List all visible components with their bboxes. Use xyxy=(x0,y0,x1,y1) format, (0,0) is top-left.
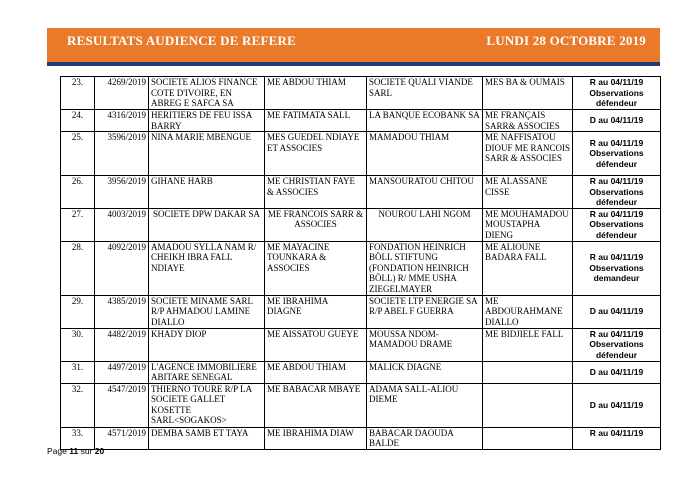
defendant-lawyer: MES BA & OUMAIS xyxy=(483,77,573,110)
case-number: 4571/2019 xyxy=(95,427,149,449)
page-footer xyxy=(47,446,104,456)
table-row xyxy=(61,132,661,176)
table-row xyxy=(61,383,661,427)
row-number: 26. xyxy=(61,176,95,209)
hearing-result: D au 04/11/19 xyxy=(573,110,661,132)
hearing-result: R au 04/11/19 Observations défendeur xyxy=(573,208,661,241)
plaintiff-lawyer: ME IBRAHIMA DIAW xyxy=(265,427,367,449)
plaintiff: L'AGENCE IMMOBILIERE ABITARE SENEGAL xyxy=(149,361,265,383)
row-number: 32. xyxy=(61,383,95,427)
hearing-result: R au 04/11/19 Observations demandeur xyxy=(573,241,661,295)
hearing-result: R au 04/11/19 Observations défendeur xyxy=(573,77,661,110)
current-page: 11 xyxy=(69,446,79,456)
table-row xyxy=(61,427,661,449)
defendant-lawyer: ME FRANÇAIS SARR& ASSOCIES xyxy=(483,110,573,132)
hearing-result: R au 04/11/19 Observations défendeur xyxy=(573,132,661,176)
defendant-lawyer: ME BIDJIELE FALL xyxy=(483,328,573,361)
case-number: 4092/2019 xyxy=(95,241,149,295)
defendant-lawyer: ME MOUHAMADOU MOUSTAPHA DIENG xyxy=(483,208,573,241)
plaintiff-lawyer: ME ABDOU THIAM xyxy=(265,77,367,110)
page-label: Page xyxy=(47,446,67,456)
plaintiff: HERITIERS DE FEU ISSA BARRY xyxy=(149,110,265,132)
case-number: 3596/2019 xyxy=(95,132,149,176)
plaintiff-lawyer: ME BABACAR MBAYE xyxy=(265,383,367,427)
results-table xyxy=(60,76,661,450)
row-number: 33. xyxy=(61,427,95,449)
plaintiff-lawyer: ME IBRAHIMA DIAGNE xyxy=(265,295,367,328)
hearing-date: LUNDI 28 OCTOBRE 2019 xyxy=(486,33,646,48)
row-number: 27. xyxy=(61,208,95,241)
defendant: SOCIETE LTP ENERGIE SA R/P ABEL F GUERRA xyxy=(367,295,483,328)
header-banner xyxy=(47,28,660,66)
case-number: 4547/2019 xyxy=(95,383,149,427)
plaintiff: SOCIETE DPW DAKAR SA xyxy=(149,208,265,241)
table-row xyxy=(61,208,661,241)
case-number: 4316/2019 xyxy=(95,110,149,132)
case-number: 4269/2019 xyxy=(95,77,149,110)
case-number: 4385/2019 xyxy=(95,295,149,328)
defendant: SOCIETE QUALI VIANDE SARL xyxy=(367,77,483,110)
table-row xyxy=(61,295,661,328)
plaintiff: GIHANE HARB xyxy=(149,176,265,209)
plaintiff-lawyer: ME ABDOU THIAM xyxy=(265,361,367,383)
case-number: 4003/2019 xyxy=(95,208,149,241)
defendant: NOUROU LAHI NGOM xyxy=(367,208,483,241)
hearing-result: R au 04/11/19 xyxy=(573,427,661,449)
plaintiff-lawyer: ME FRANCOIS SARR & ASSOCIES xyxy=(265,208,367,241)
case-number: 3956/2019 xyxy=(95,176,149,209)
hearing-result: D au 04/11/19 xyxy=(573,383,661,427)
plaintiff: SOCIETE MINAME SARL R/P AHMADOU LAMINE DIALLO xyxy=(149,295,265,328)
plaintiff: DEMBA SAMB ET TAYA xyxy=(149,427,265,449)
hearing-result: R au 04/11/19 Observations défendeur xyxy=(573,328,661,361)
defendant-lawyer: ME ALASSANE CISSE xyxy=(483,176,573,209)
defendant: MALICK DIAGNE xyxy=(367,361,483,383)
plaintiff-lawyer: ME AISSATOU GUEYE xyxy=(265,328,367,361)
defendant-lawyer: ME ABDOURAHMANE DIALLO xyxy=(483,295,573,328)
table-row xyxy=(61,77,661,110)
defendant-lawyer xyxy=(483,427,573,449)
plaintiff-lawyer: ME FATIMATA SALL xyxy=(265,110,367,132)
defendant: ADAMA SALL-ALIOU DIEME xyxy=(367,383,483,427)
plaintiff-lawyer: MES GUEDEL NDIAYE ET ASSOCIES xyxy=(265,132,367,176)
hearing-result: D au 04/11/19 xyxy=(573,295,661,328)
document-title: RESULTATS AUDIENCE DE REFERE xyxy=(67,33,296,48)
row-number: 24. xyxy=(61,110,95,132)
plaintiff: AMADOU SYLLA NAM R/ CHEIKH IBRA FALL NDIAYE xyxy=(149,241,265,295)
row-number: 31. xyxy=(61,361,95,383)
defendant: LA BANQUE ECOBANK SA xyxy=(367,110,483,132)
table-row xyxy=(61,361,661,383)
plaintiff: NINA MARIE MBENGUE xyxy=(149,132,265,176)
row-number: 28. xyxy=(61,241,95,295)
case-number: 4497/2019 xyxy=(95,361,149,383)
row-number: 25. xyxy=(61,132,95,176)
table-row xyxy=(61,110,661,132)
plaintiff: THIERNO TOURE R/P LA SOCIETE GALLET KOSETTE SARL<SOGAKOS> xyxy=(149,383,265,427)
defendant: BABACAR DAOUDA BALDE xyxy=(367,427,483,449)
row-number: 23. xyxy=(61,77,95,110)
plaintiff-lawyer: ME CHRISTIAN FAYE & ASSOCIES xyxy=(265,176,367,209)
row-number: 30. xyxy=(61,328,95,361)
defendant: MAMADOU THIAM xyxy=(367,132,483,176)
total-pages: 20 xyxy=(94,446,105,456)
plaintiff: SOCIETE ALIOS FINANCE COTE D'IVOIRE, EN ABREG E SAFCA SA xyxy=(149,77,265,110)
defendant-lawyer: ME ALIOUNE BADARA FALL xyxy=(483,241,573,295)
row-number: 29. xyxy=(61,295,95,328)
defendant-lawyer xyxy=(483,361,573,383)
defendant: FONDATION HEINRICH BÖLL STIFTUNG (FONDATION HEINRICH BÖLL) R/ MME USHA ZIEGELMAYER xyxy=(367,241,483,295)
plaintiff: KHADY DIOP xyxy=(149,328,265,361)
table-row xyxy=(61,328,661,361)
hearing-result: D au 04/11/19 xyxy=(573,361,661,383)
case-number: 4482/2019 xyxy=(95,328,149,361)
defendant-lawyer: ME NAFFISATOU DIOUF ME RANCOIS SARR & ASSOCIES xyxy=(483,132,573,176)
table-row xyxy=(61,241,661,295)
table-row xyxy=(61,176,661,209)
defendant-lawyer xyxy=(483,383,573,427)
defendant: MANSOURATOU CHITOU xyxy=(367,176,483,209)
page-separator: sur xyxy=(80,446,93,456)
hearing-result: R au 04/11/19 Observations défendeur xyxy=(573,176,661,209)
plaintiff-lawyer: ME MAYACINE TOUNKARA & ASSOCIES xyxy=(265,241,367,295)
defendant: MOUSSA NDOM-MAMADOU DRAME xyxy=(367,328,483,361)
